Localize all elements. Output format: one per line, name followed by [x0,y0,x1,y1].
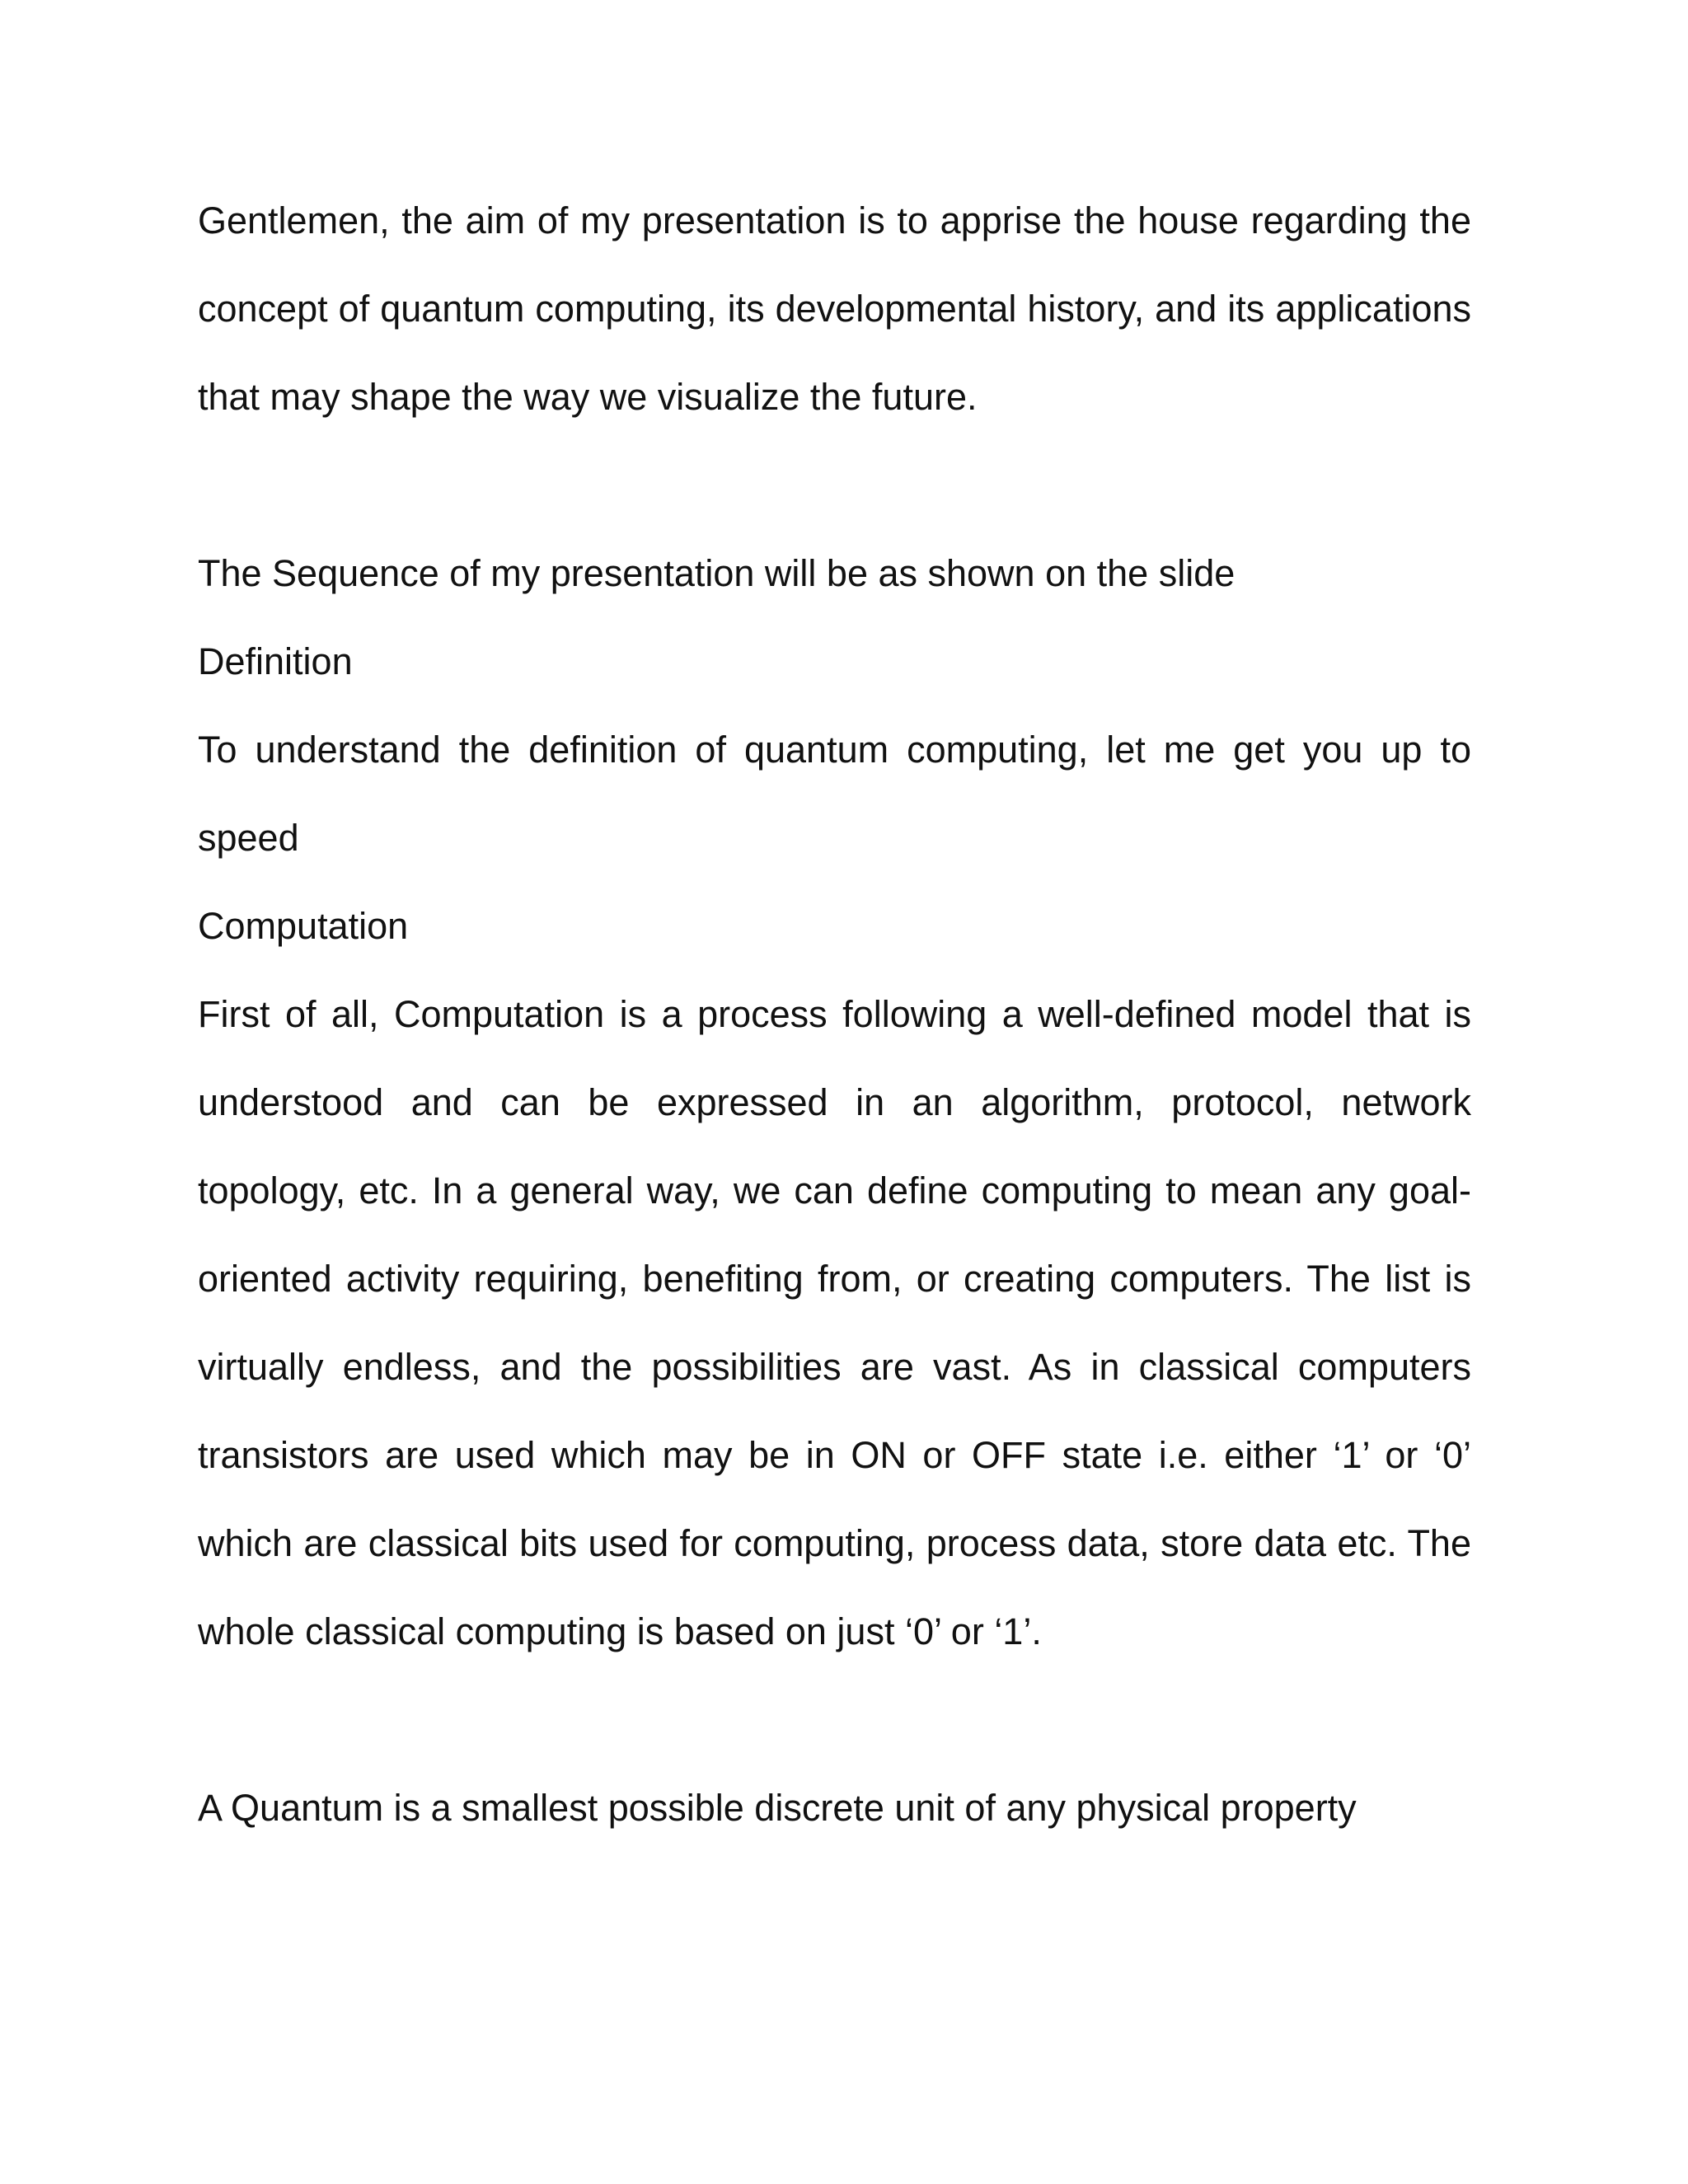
computation-heading: Computation [198,905,409,947]
definition-paragraph: To understand the definition of quantum computing, let me get you up to speed [198,729,1471,859]
quantum-paragraph: A Quantum is a smallest possible discrete unit of any physical property [198,1787,1357,1829]
paragraph-spacer [198,441,1471,529]
paragraph-spacer [198,1675,1471,1764]
document-body [198,176,1471,1852]
sequence-line: The Sequence of my presentation will be as shown on the slide [198,552,1236,594]
definition-heading: Definition [198,640,353,682]
computation-paragraph: First of all, Computation is a process following a well-defined model that is understood and can be expressed in an algorithm, protocol, network topology, etc. In a general way, we can define computing to mean any goal-oriented activity requiring, benefiting from, or creating computers. The list is virtually endless, and the possibilities are vast. As in classical computers transistors are used which may be in ON or OFF state i.e. either ‘1’ or ‘0’ which are classical bits used for computing, process data, store data etc. The whole classical computing is based on just ‘0’ or ‘1’. [198,993,1471,1652]
intro-paragraph: Gentlemen, the aim of my presentation is to apprise the house regarding the concept of quantum computing, its developmental history, and its applications that may shape the way we visualize the future. [198,199,1471,418]
